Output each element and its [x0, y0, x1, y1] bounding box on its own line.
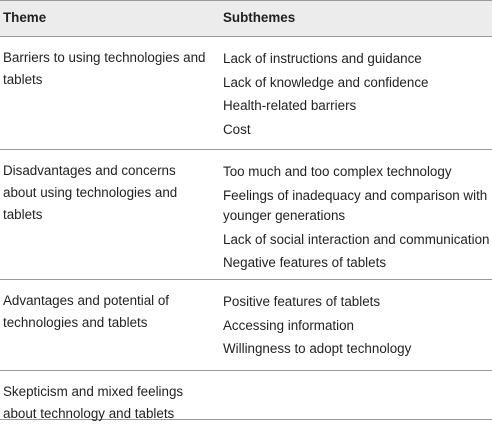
subthemes-cell: [223, 47, 492, 141]
table-row: [0, 37, 492, 150]
table-row: [0, 280, 492, 371]
subtheme-item: Negative features of tablets: [223, 255, 387, 270]
subtheme-item: Cost: [223, 121, 251, 137]
subtheme-item: Feelings of inadequacy and comparison with younger generations: [223, 187, 488, 223]
table-row: [0, 150, 492, 280]
column-header-subthemes: Subthemes: [223, 10, 296, 25]
table-header: [0, 0, 492, 37]
subtheme-item: Positive features of tablets: [223, 294, 381, 309]
subtheme-item: Lack of instructions and guidance: [223, 51, 422, 66]
subtheme-item: Lack of knowledge and confidence: [223, 74, 429, 90]
subthemes-cell: [223, 160, 492, 275]
theme-cell: Disadvantages and concerns about using technologies and tablets: [3, 163, 178, 222]
column-header-theme: Theme: [3, 10, 47, 25]
theme-cell: Barriers to using technologies and tablets: [3, 50, 206, 87]
table-row: [0, 371, 492, 420]
subtheme-item: Willingness to adopt technology: [223, 341, 412, 356]
subtheme-item: Health-related barriers: [223, 98, 357, 113]
subthemes-cell: [223, 290, 492, 361]
theme-cell: Skepticism and mixed feelings about technology and tablets: [3, 384, 184, 421]
subtheme-item: Lack of social interaction and communication: [223, 231, 490, 247]
subtheme-item: Too much and too complex technology: [223, 164, 452, 179]
theme-cell: Advantages and potential of technologies and tablets: [3, 293, 170, 330]
subtheme-item: Accessing information: [223, 317, 354, 333]
